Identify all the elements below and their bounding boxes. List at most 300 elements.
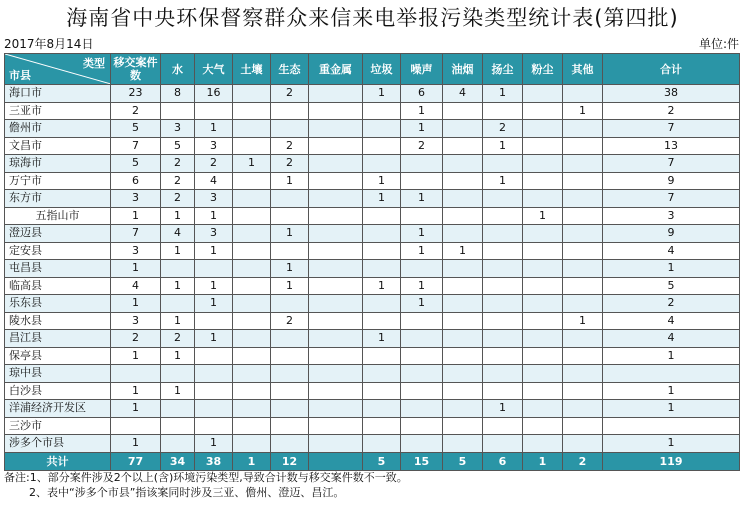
value-cell — [483, 312, 523, 330]
value-cell — [483, 102, 523, 120]
value-cell — [271, 417, 309, 435]
value-cell — [483, 347, 523, 365]
value-cell — [309, 400, 363, 418]
value-cell — [363, 260, 401, 278]
table-row — [5, 85, 740, 103]
value-cell: 1 — [563, 102, 603, 120]
city-cell: 万宁市 — [5, 172, 111, 190]
value-cell — [443, 400, 483, 418]
value-cell — [271, 295, 309, 313]
value-cell: 1 — [483, 137, 523, 155]
value-cell: 1 — [401, 277, 443, 295]
value-cell — [443, 260, 483, 278]
note-line: 2、表中“涉多个市县”指该案同时涉及三亚、儋州、澄迈、昌江。 — [29, 486, 345, 499]
value-cell — [309, 277, 363, 295]
value-cell — [443, 120, 483, 138]
value-cell: 1 — [271, 225, 309, 243]
value-cell — [563, 330, 603, 348]
value-cell — [233, 190, 271, 208]
value-cell — [563, 190, 603, 208]
value-cell: 1 — [161, 382, 195, 400]
value-cell: 1 — [195, 295, 233, 313]
value-cell — [563, 260, 603, 278]
table-row — [5, 312, 740, 330]
column-header: 其他 — [563, 54, 603, 85]
column-header: 生态 — [271, 54, 309, 85]
value-cell — [523, 260, 563, 278]
value-cell — [563, 225, 603, 243]
value-cell — [523, 190, 563, 208]
value-cell — [563, 120, 603, 138]
value-cell — [483, 225, 523, 243]
value-cell — [563, 242, 603, 260]
total-cell: 12 — [271, 452, 309, 470]
city-cell: 涉多个市县 — [5, 435, 111, 453]
value-cell: 4 — [603, 312, 740, 330]
value-cell: 3 — [111, 312, 161, 330]
value-cell — [233, 382, 271, 400]
column-header: 扬尘 — [483, 54, 523, 85]
value-cell — [271, 120, 309, 138]
value-cell — [443, 207, 483, 225]
value-cell: 4 — [603, 330, 740, 348]
value-cell: 1 — [603, 260, 740, 278]
value-cell — [443, 417, 483, 435]
value-cell — [233, 400, 271, 418]
value-cell: 2 — [161, 330, 195, 348]
value-cell — [443, 382, 483, 400]
value-cell: 1 — [271, 277, 309, 295]
value-cell — [363, 365, 401, 383]
value-cell: 4 — [443, 85, 483, 103]
value-cell: 2 — [271, 137, 309, 155]
value-cell — [233, 225, 271, 243]
value-cell — [443, 330, 483, 348]
value-cell — [401, 417, 443, 435]
value-cell — [523, 85, 563, 103]
total-cell: 34 — [161, 452, 195, 470]
value-cell — [563, 435, 603, 453]
value-cell — [363, 207, 401, 225]
value-cell: 1 — [603, 400, 740, 418]
value-cell — [309, 365, 363, 383]
value-cell: 1 — [195, 277, 233, 295]
value-cell — [233, 172, 271, 190]
corner-header — [5, 54, 111, 85]
value-cell — [309, 417, 363, 435]
value-cell — [523, 225, 563, 243]
value-cell — [233, 207, 271, 225]
value-cell — [309, 207, 363, 225]
value-cell — [483, 207, 523, 225]
value-cell: 2 — [603, 102, 740, 120]
value-cell: 1 — [401, 242, 443, 260]
value-cell — [309, 330, 363, 348]
value-cell — [523, 295, 563, 313]
value-cell — [603, 365, 740, 383]
value-cell — [483, 277, 523, 295]
value-cell: 2 — [161, 190, 195, 208]
value-cell — [523, 347, 563, 365]
value-cell — [309, 120, 363, 138]
value-cell: 5 — [111, 120, 161, 138]
value-cell — [195, 347, 233, 365]
value-cell — [195, 365, 233, 383]
value-cell: 1 — [111, 347, 161, 365]
value-cell — [271, 207, 309, 225]
value-cell: 1 — [233, 155, 271, 173]
value-cell: 13 — [603, 137, 740, 155]
notes — [4, 470, 739, 500]
value-cell — [271, 190, 309, 208]
value-cell — [401, 172, 443, 190]
value-cell — [233, 120, 271, 138]
table-row — [5, 120, 740, 138]
value-cell — [523, 400, 563, 418]
value-cell: 1 — [483, 400, 523, 418]
table-row — [5, 435, 740, 453]
city-cell: 陵水县 — [5, 312, 111, 330]
value-cell — [309, 260, 363, 278]
value-cell — [563, 365, 603, 383]
value-cell — [233, 295, 271, 313]
value-cell — [309, 312, 363, 330]
table-row — [5, 190, 740, 208]
value-cell — [483, 365, 523, 383]
value-cell — [523, 417, 563, 435]
value-cell — [401, 155, 443, 173]
value-cell: 6 — [111, 172, 161, 190]
value-cell — [483, 155, 523, 173]
value-cell — [563, 347, 603, 365]
value-cell — [443, 365, 483, 383]
value-cell: 3 — [111, 242, 161, 260]
value-cell — [195, 417, 233, 435]
table-row — [5, 400, 740, 418]
value-cell — [443, 295, 483, 313]
table-row — [5, 137, 740, 155]
value-cell — [195, 400, 233, 418]
page-title: 海南省中央环保督察群众来信来电举报污染类型统计表(第四批) — [66, 6, 679, 30]
value-cell — [443, 155, 483, 173]
value-cell — [309, 382, 363, 400]
table-row — [5, 365, 740, 383]
city-cell: 海口市 — [5, 85, 111, 103]
value-cell — [363, 312, 401, 330]
total-cell: 38 — [195, 452, 233, 470]
value-cell — [161, 417, 195, 435]
value-cell: 2 — [603, 295, 740, 313]
value-cell: 3 — [111, 190, 161, 208]
value-cell: 2 — [111, 330, 161, 348]
value-cell: 1 — [195, 242, 233, 260]
value-cell: 1 — [401, 225, 443, 243]
value-cell: 1 — [401, 120, 443, 138]
value-cell: 38 — [603, 85, 740, 103]
value-cell: 1 — [401, 295, 443, 313]
note-line: 备注:1、部分案件涉及2个以上(含)环境污染类型,导致合计数与移交案件数不一致。 — [4, 471, 408, 484]
table-row — [5, 225, 740, 243]
value-cell — [111, 417, 161, 435]
value-cell — [363, 242, 401, 260]
value-cell — [483, 382, 523, 400]
city-cell: 儋州市 — [5, 120, 111, 138]
value-cell: 7 — [603, 155, 740, 173]
column-header: 合计 — [603, 54, 740, 85]
city-cell: 文昌市 — [5, 137, 111, 155]
value-cell: 1 — [161, 312, 195, 330]
value-cell — [401, 347, 443, 365]
city-cell: 昌江县 — [5, 330, 111, 348]
value-cell — [523, 365, 563, 383]
table-row — [5, 155, 740, 173]
value-cell: 1 — [271, 172, 309, 190]
total-label: 共计 — [5, 452, 111, 470]
value-cell: 5 — [111, 155, 161, 173]
value-cell: 4 — [111, 277, 161, 295]
value-cell: 1 — [563, 312, 603, 330]
value-cell — [309, 172, 363, 190]
value-cell: 4 — [195, 172, 233, 190]
value-cell — [523, 155, 563, 173]
value-cell — [271, 435, 309, 453]
corner-type-label: 类型 — [83, 57, 105, 70]
value-cell — [563, 400, 603, 418]
value-cell: 3 — [195, 190, 233, 208]
value-cell — [233, 347, 271, 365]
value-cell: 16 — [195, 85, 233, 103]
city-cell: 琼中县 — [5, 365, 111, 383]
unit-label: 单位:件 — [698, 37, 739, 51]
value-cell — [443, 277, 483, 295]
value-cell: 1 — [195, 435, 233, 453]
value-cell — [563, 417, 603, 435]
column-header: 垃圾 — [363, 54, 401, 85]
city-cell: 保亭县 — [5, 347, 111, 365]
value-cell: 2 — [161, 172, 195, 190]
value-cell — [309, 435, 363, 453]
column-header: 噪声 — [401, 54, 443, 85]
table-row — [5, 382, 740, 400]
table-row — [5, 295, 740, 313]
value-cell — [523, 242, 563, 260]
value-cell — [195, 102, 233, 120]
value-cell — [523, 102, 563, 120]
value-cell — [309, 190, 363, 208]
value-cell — [195, 382, 233, 400]
value-cell: 1 — [363, 277, 401, 295]
value-cell: 3 — [161, 120, 195, 138]
value-cell — [563, 137, 603, 155]
value-cell — [563, 277, 603, 295]
total-cell: 77 — [111, 452, 161, 470]
value-cell — [233, 260, 271, 278]
value-cell: 7 — [111, 225, 161, 243]
value-cell: 9 — [603, 225, 740, 243]
value-cell: 7 — [603, 190, 740, 208]
value-cell — [483, 435, 523, 453]
value-cell — [523, 120, 563, 138]
value-cell — [523, 277, 563, 295]
value-cell — [233, 85, 271, 103]
city-cell: 洋浦经济开发区 — [5, 400, 111, 418]
value-cell: 3 — [603, 207, 740, 225]
value-cell — [309, 295, 363, 313]
value-cell — [233, 312, 271, 330]
total-cell: 2 — [563, 452, 603, 470]
value-cell: 1 — [483, 85, 523, 103]
value-cell: 4 — [603, 242, 740, 260]
value-cell: 1 — [195, 330, 233, 348]
value-cell — [443, 190, 483, 208]
value-cell: 1 — [111, 400, 161, 418]
value-cell: 2 — [111, 102, 161, 120]
value-cell: 1 — [195, 120, 233, 138]
value-cell — [563, 85, 603, 103]
table-row — [5, 260, 740, 278]
city-cell: 五指山市 — [5, 207, 111, 225]
value-cell — [363, 295, 401, 313]
value-cell — [483, 260, 523, 278]
column-header: 移交案件数 — [111, 54, 161, 85]
column-header: 大气 — [195, 54, 233, 85]
value-cell — [563, 172, 603, 190]
value-cell — [363, 382, 401, 400]
value-cell: 1 — [195, 207, 233, 225]
table-row — [5, 277, 740, 295]
column-header: 油烟 — [443, 54, 483, 85]
value-cell: 3 — [195, 225, 233, 243]
value-cell: 1 — [483, 172, 523, 190]
table-body — [5, 85, 740, 453]
value-cell: 1 — [603, 347, 740, 365]
value-cell: 2 — [271, 312, 309, 330]
table-row — [5, 417, 740, 435]
value-cell — [363, 225, 401, 243]
value-cell: 1 — [443, 242, 483, 260]
value-cell — [271, 102, 309, 120]
value-cell: 1 — [161, 207, 195, 225]
value-cell: 1 — [523, 207, 563, 225]
value-cell: 5 — [161, 137, 195, 155]
value-cell — [443, 225, 483, 243]
city-cell: 白沙县 — [5, 382, 111, 400]
table-row — [5, 330, 740, 348]
city-cell: 乐东县 — [5, 295, 111, 313]
total-cell: 5 — [443, 452, 483, 470]
value-cell — [271, 400, 309, 418]
table-row — [5, 207, 740, 225]
value-cell — [523, 382, 563, 400]
value-cell: 1 — [161, 277, 195, 295]
value-cell: 1 — [161, 347, 195, 365]
value-cell — [523, 172, 563, 190]
value-cell: 3 — [195, 137, 233, 155]
total-cell: 6 — [483, 452, 523, 470]
value-cell — [563, 207, 603, 225]
total-cell: 119 — [603, 452, 740, 470]
meta-bar — [4, 36, 739, 52]
value-cell — [363, 102, 401, 120]
value-cell: 1 — [363, 190, 401, 208]
value-cell: 4 — [161, 225, 195, 243]
value-cell: 1 — [363, 85, 401, 103]
value-cell — [401, 435, 443, 453]
city-cell: 东方市 — [5, 190, 111, 208]
header-row — [5, 54, 740, 85]
total-cell: 1 — [523, 452, 563, 470]
value-cell — [443, 102, 483, 120]
value-cell — [233, 435, 271, 453]
value-cell: 1 — [111, 382, 161, 400]
city-cell: 三亚市 — [5, 102, 111, 120]
value-cell — [563, 295, 603, 313]
value-cell: 2 — [161, 155, 195, 173]
value-cell: 2 — [483, 120, 523, 138]
value-cell — [363, 435, 401, 453]
value-cell — [271, 330, 309, 348]
column-header: 土壤 — [233, 54, 271, 85]
city-cell: 定安县 — [5, 242, 111, 260]
value-cell — [233, 137, 271, 155]
value-cell — [309, 85, 363, 103]
value-cell — [363, 120, 401, 138]
column-header: 粉尘 — [523, 54, 563, 85]
value-cell — [363, 137, 401, 155]
value-cell — [233, 277, 271, 295]
value-cell: 8 — [161, 85, 195, 103]
value-cell: 23 — [111, 85, 161, 103]
value-cell — [483, 330, 523, 348]
table-row — [5, 102, 740, 120]
value-cell: 7 — [111, 137, 161, 155]
city-cell: 临高县 — [5, 277, 111, 295]
value-cell: 1 — [603, 435, 740, 453]
value-cell — [363, 417, 401, 435]
value-cell — [233, 102, 271, 120]
value-cell — [401, 382, 443, 400]
report-date: 2017年8月14日 — [4, 37, 94, 51]
value-cell — [271, 365, 309, 383]
total-row — [5, 452, 740, 470]
value-cell — [443, 172, 483, 190]
value-cell — [483, 190, 523, 208]
value-cell: 1 — [271, 260, 309, 278]
value-cell — [401, 365, 443, 383]
value-cell: 9 — [603, 172, 740, 190]
column-header: 重金属 — [309, 54, 363, 85]
statistics-table — [4, 53, 740, 471]
value-cell: 1 — [161, 242, 195, 260]
value-cell — [233, 330, 271, 348]
table-row — [5, 347, 740, 365]
column-header: 水 — [161, 54, 195, 85]
value-cell — [443, 312, 483, 330]
value-cell: 6 — [401, 85, 443, 103]
value-cell — [271, 242, 309, 260]
value-cell — [483, 417, 523, 435]
value-cell — [161, 102, 195, 120]
value-cell — [523, 312, 563, 330]
value-cell — [401, 330, 443, 348]
value-cell — [233, 242, 271, 260]
value-cell — [309, 155, 363, 173]
value-cell — [195, 260, 233, 278]
value-cell: 2 — [401, 137, 443, 155]
value-cell: 1 — [111, 435, 161, 453]
value-cell — [195, 312, 233, 330]
value-cell — [271, 347, 309, 365]
